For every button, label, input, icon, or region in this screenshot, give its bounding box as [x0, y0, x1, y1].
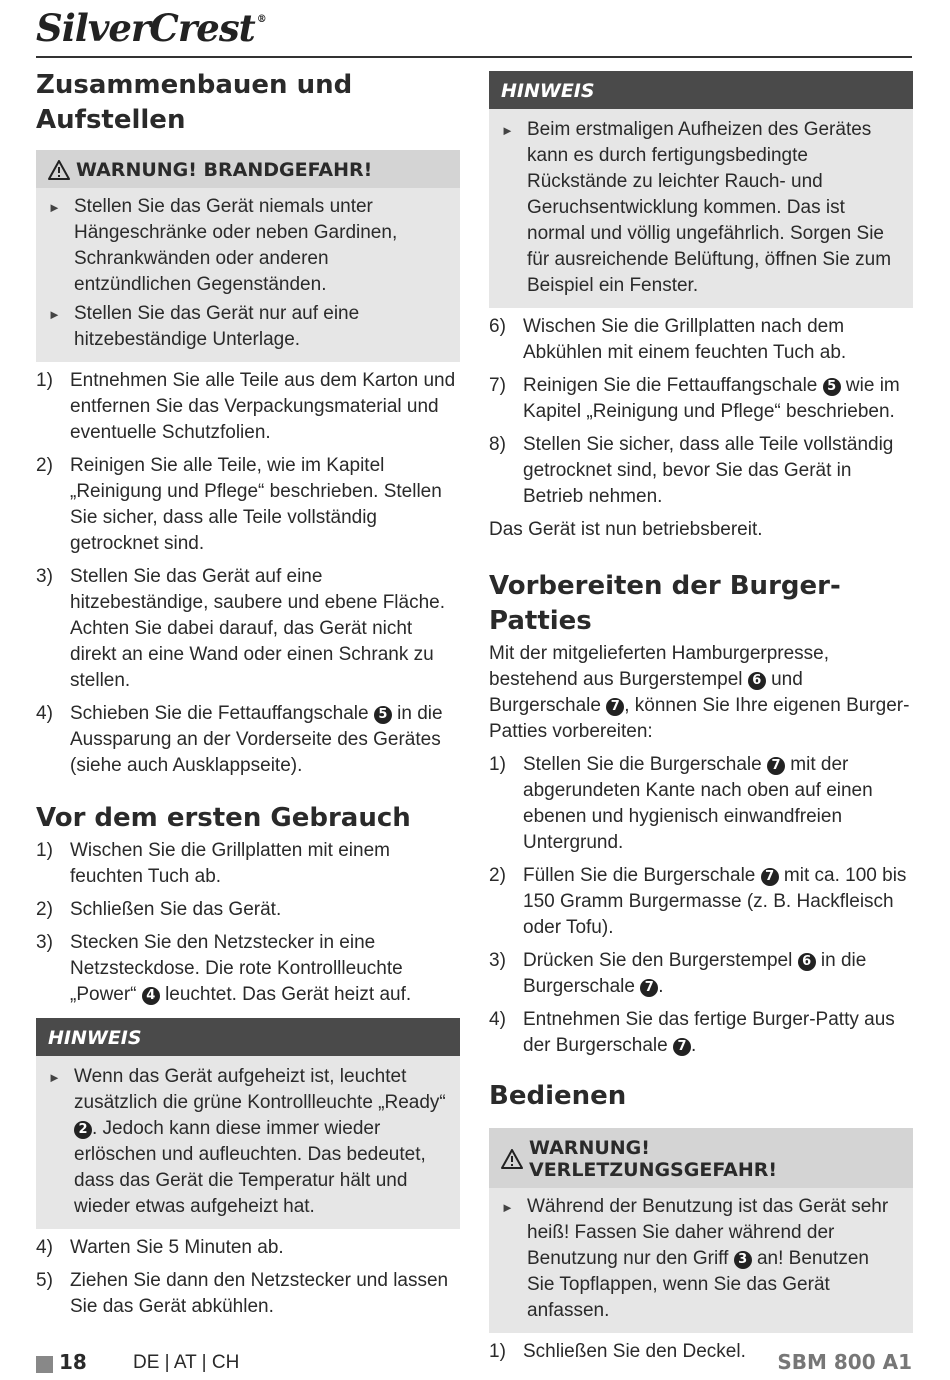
first-use-steps-right — [489, 314, 913, 510]
step-item: 2) Schließen Sie das Gerät. — [36, 899, 282, 920]
warning-item: ► Stellen Sie das Gerät niemals unter Hängeschränke oder neben Gardinen, Schrankwänden oder anderen entzündlichen Gegenständen. — [48, 194, 446, 298]
part-number-badge: 7 — [640, 979, 658, 997]
step-item: 4) Warten Sie 5 Minuten ab. — [36, 1237, 284, 1258]
warning-body — [36, 188, 460, 362]
warning-box-fire — [36, 150, 460, 362]
first-use-steps — [36, 838, 460, 1008]
note-item: ► Beim erstmaligen Aufheizen des Gerätes kann es durch fertigungsbedingte Rückstände zu leichter Rauch- und Geruchsentwicklung kommen. Das ist normal und völlig ungefährlich. Sorgen Sie für ausreichende Belüftung, öffnen Sie zum Beispiel ein Fenster. — [501, 117, 899, 299]
step-item: 7) Reinigen Sie die Fettauffangschale 5 wie im Kapitel „Reinigung und Pflege“ beschrieben. — [489, 375, 900, 422]
step-item: 1) Wischen Sie die Grillplatten mit einem feuchten Tuch ab. — [36, 840, 390, 887]
step-item: 6) Wischen Sie die Grillplatten nach dem Abkühlen mit einem feuchten Tuch ab. — [489, 316, 847, 363]
warning-triangle-icon — [501, 1149, 523, 1169]
page-number: 18 — [59, 1350, 87, 1374]
note-box-ready — [36, 1018, 460, 1229]
part-number-badge: 7 — [767, 757, 785, 775]
footer-square-icon — [36, 1356, 53, 1373]
warning-item: ► Während der Benutzung ist das Gerät sehr heiß! Fassen Sie daher während der Benutzung nur den Griff 3 an! Benutzen Sie Topflappen, wenn Sie das Gerät anfassen. — [501, 1194, 899, 1324]
part-number-badge: 2 — [74, 1121, 92, 1139]
arrow-bullet-icon: ► — [48, 307, 61, 322]
step-item: 4) Schieben Sie die Fettauffangschale 5 in die Aussparung an der Vorderseite des Gerätes (siehe auch Ausklappseite). — [36, 703, 443, 776]
warning-title: WARNUNG! BRANDGEFAHR! — [76, 159, 373, 181]
arrow-bullet-icon: ► — [48, 1070, 61, 1085]
step-item: 1) Entnehmen Sie alle Teile aus dem Karton und entfernen Sie das Verpackungsmaterial und eventuelle Schutzfolien. — [36, 370, 456, 443]
warning-item: ► Stellen Sie das Gerät nur auf eine hitzebeständige Unterlage. — [48, 301, 446, 353]
step-item: 3) Drücken Sie den Burgerstempel 6 in die Burgerschale 7 . — [489, 950, 867, 997]
right-column — [489, 71, 913, 1372]
warning-title: WARNUNG! VERLETZUNGSGEFAHR! — [529, 1137, 778, 1181]
assembly-steps — [36, 368, 460, 779]
country-codes: DE | AT | CH — [133, 1352, 240, 1373]
header-rule — [36, 56, 912, 58]
section-heading-first-use: Vor dem ersten Gebrauch — [36, 803, 411, 833]
step-item: 3) Stecken Sie den Netzstecker in eine Netzsteckdose. Die rote Kontrollleuchte „Power“ 4 leuchtet. Das Gerät heizt auf. — [36, 932, 412, 1005]
step-item: 1) Schließen Sie den Deckel. — [489, 1341, 746, 1362]
warning-box-injury — [489, 1128, 913, 1333]
step-item: 2) Füllen Sie die Burgerschale 7 mit ca. 100 bis 150 Gramm Burgermasse (z. B. Hackfleisch oder Tofu). — [489, 865, 907, 938]
part-number-badge: 7 — [673, 1038, 691, 1056]
warning-header — [36, 150, 460, 188]
part-number-badge: 3 — [734, 1251, 752, 1269]
section-heading-assembly: Zusammenbauen und Aufstellen — [36, 70, 353, 135]
section-heading-patties: Vorbereiten der Burger-Patties — [489, 571, 841, 636]
brand-logo: SilverCrest ® — [36, 6, 266, 50]
note-box-smoke — [489, 71, 913, 308]
section-heading-operation: Bedienen — [489, 1081, 627, 1111]
part-number-badge: 4 — [142, 987, 160, 1005]
warning-body — [489, 1188, 913, 1333]
step-item: 5) Ziehen Sie dann den Netzstecker und lassen Sie das Gerät abkühlen. — [36, 1270, 449, 1317]
part-number-badge: 6 — [798, 953, 816, 971]
note-header: HINWEIS — [489, 71, 913, 109]
part-number-badge: 7 — [761, 868, 779, 886]
step-item: 2) Reinigen Sie alle Teile, wie im Kapitel „Reinigung und Pflege“ beschrieben. Stellen Sie sicher, dass alle Teile vollständig getrocknet sind. — [36, 455, 442, 554]
note-header: HINWEIS — [36, 1018, 460, 1056]
arrow-bullet-icon: ► — [501, 1200, 514, 1215]
arrow-bullet-icon: ► — [48, 200, 61, 215]
note-body — [489, 109, 913, 308]
warning-triangle-icon — [48, 160, 70, 180]
first-use-steps-continued — [36, 1235, 460, 1320]
step-item: 8) Stellen Sie sicher, dass alle Teile vollständig getrocknet sind, bevor Sie das Gerät in Betrieb nehmen. — [489, 434, 894, 507]
note-body — [36, 1056, 460, 1229]
ready-statement: Das Gerät ist nun betriebsbereit. — [489, 519, 763, 540]
part-number-badge: 5 — [823, 378, 841, 396]
note-item: ► Wenn das Gerät aufgeheizt ist, leuchtet zusätzlich die grüne Kontrollleuchte „Ready“ 2 . Jedoch kann diese immer wieder erlöschen und aufleuchten. Das bedeutet, dass das Gerät die Temperatur hält und wieder etwas aufgeheizt hat. — [48, 1064, 446, 1220]
step-item: 4) Entnehmen Sie das fertige Burger-Patty aus der Burgerschale 7 . — [489, 1009, 895, 1056]
step-item: 3) Stellen Sie das Gerät auf eine hitzebeständige, saubere und ebene Fläche. Achten Sie dabei darauf, das Gerät nicht direkt an eine Wand oder einen Schrank zu stellen. — [36, 566, 445, 691]
part-number-badge: 6 — [748, 672, 766, 690]
part-number-badge: 7 — [606, 698, 624, 716]
step-item: 1) Stellen Sie die Burgerschale 7 mit der abgerundeten Kante nach oben auf einen ebenen und hygienisch einwandfreien Untergrund. — [489, 754, 873, 853]
part-number-badge: 5 — [374, 706, 392, 724]
warning-header — [489, 1128, 913, 1188]
patties-steps — [489, 752, 913, 1059]
patties-intro: Mit der mitgelieferten Hamburgerpresse, bestehend aus Burgerstempel 6 und Burgerschale 7 , können Sie Ihre eigenen Burger-Patties vorbereiten: — [489, 643, 910, 742]
arrow-bullet-icon: ► — [501, 123, 514, 138]
left-column — [36, 62, 460, 1327]
model-number: SBM 800 A1 — [777, 1350, 912, 1374]
